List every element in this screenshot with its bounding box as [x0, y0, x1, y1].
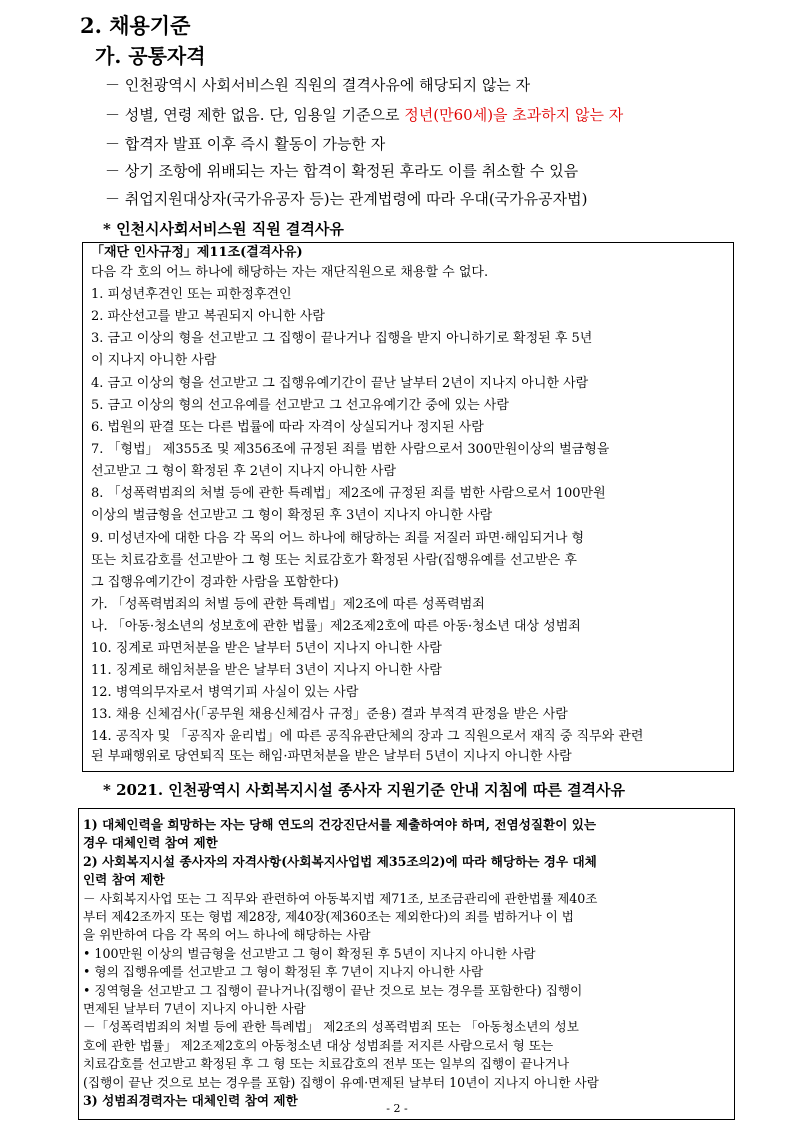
note-title-guideline: * 2021. 인천광역시 사회복지시설 종사자 지원기준 안내 지침에 따른 결격사유: [103, 781, 626, 799]
rule-line: 4. 금고 이상의 형을 선고받고 그 집행유예기간이 끝난 날부터 2년이 지나지 아니한 사람: [91, 376, 589, 391]
rule-line: 또는 치료감호를 선고받아 그 형 또는 치료감호가 확정된 사람(집행유예를 선고받은 후: [91, 553, 577, 568]
requirement-item: － 취업지원대상자(국가유공자 등)는 관계법령에 따라 우대(국가유공자법): [105, 190, 588, 208]
guideline-line: 경우 대체인력 참여 제한: [83, 835, 218, 851]
box-heading: 「재단 인사규정」제11조(결격사유): [91, 245, 303, 260]
rule-line: 6. 법원의 판결 또는 다른 법률에 따라 자격이 상실되거나 정지된 사람: [91, 420, 484, 435]
guideline-line: 호에 관한 법률」 제2조제2호의 아동청소년 대상 성범죄를 저지른 사람으로서 형 또는: [83, 1037, 554, 1053]
guideline-line: • 100만원 이상의 벌금형을 선고받고 그 형이 확정된 후 5년이 지나지 아니한 사람: [83, 945, 536, 961]
requirement-item: － 상기 조항에 위배되는 자는 합격이 확정된 후라도 이를 취소할 수 있음: [105, 162, 579, 180]
requirement-item: － 합격자 발표 이후 즉시 활동이 가능한 자: [105, 135, 386, 153]
section-title: 2. 채용기준: [80, 13, 191, 38]
rule-line: 14. 공직자 및 「공직자 윤리법」에 따른 공직유관단체의 장과 그 직원으로서 재직 중 직무와 관련: [91, 729, 644, 744]
rule-line: 12. 병역의무자로서 병역기피 사실이 있는 사람: [91, 685, 359, 700]
rule-line: 2. 파산선고를 받고 복권되지 아니한 사람: [91, 309, 325, 324]
subsection-title: 가. 공통자격: [95, 44, 206, 68]
guideline-line: 을 위반하여 다음 각 목의 어느 하나에 해당하는 사람: [83, 927, 371, 943]
personnel-rules-box: [82, 242, 734, 772]
guideline-line: － 사회복지사업 또는 그 직무와 관련하여 아동복지법 제71조, 보조금관리에 관한법률 제40조: [83, 890, 598, 906]
rule-line: 이상의 벌금형을 선고받고 그 형이 확정된 후 3년이 지나지 아니한 사람: [91, 508, 493, 523]
rule-line: 이 지나지 아니한 사람: [91, 353, 217, 368]
guideline-line: 치료감호를 선고받고 확정된 후 그 형 또는 치료감호의 전부 또는 일부의 집행이 끝나거나: [83, 1056, 569, 1072]
guideline-line: 2) 사회복지시설 종사자의 자격사항(사회복지사업법 제35조의2)에 따라 해당하는 경우 대체: [83, 853, 597, 869]
rule-line: 13. 채용 신체검사(「공무원 채용신체검사 규정」준용) 결과 부적격 판정을 받은 사람: [91, 707, 568, 722]
rule-line: 나. 「아동·청소년의 성보호에 관한 법률」제2조제2호에 따른 아동·청소년 대상 성범죄: [91, 619, 581, 634]
guideline-line: 부터 제42조까지 또는 형법 제28장, 제40장(제360조는 제외한다)의 죄를 범하거나 이 법: [83, 909, 574, 924]
rule-line: 5. 금고 이상의 형의 선고유예를 선고받고 그 선고유예기간 중에 있는 사람: [91, 398, 509, 413]
guideline-line: 인력 참여 제한: [83, 872, 165, 888]
guideline-disqualification-box: [78, 808, 735, 1120]
requirement-item: [105, 106, 623, 124]
guideline-line: • 징역형을 선고받고 그 집행이 끝나거나(집행이 끝난 것으로 보는 경우를 포함한다) 집행이: [83, 982, 583, 998]
rule-line: 가. 「성폭력범죄의 처벌 등에 관한 특례법」제2조에 따른 성폭력범죄: [91, 597, 485, 612]
page-number: - 2 -: [386, 1102, 408, 1115]
rule-line: 8. 「성폭력범죄의 처벌 등에 관한 특례법」제2조에 규정된 죄를 범한 사람으로서 100만원: [91, 486, 606, 501]
rule-line: 그 집행유예기간이 경과한 사람을 포함한다): [91, 575, 339, 590]
guideline-line: (집행이 끝난 것으로 보는 경우를 포함) 집행이 유예·면제된 날부터 10년이 지나지 아니한 사람: [83, 1074, 599, 1090]
guideline-line: －「성폭력범죄의 처벌 등에 관한 특례법」 제2조의 성폭력범죄 또는 「아동청소년의 성보: [83, 1019, 579, 1035]
rule-line: 10. 징계로 파면처분을 받은 날부터 5년이 지나지 아니한 사람: [91, 641, 442, 656]
rule-line: 다음 각 호의 어느 하나에 해당하는 자는 재단직원으로 채용할 수 없다.: [91, 265, 489, 280]
rule-line: 3. 금고 이상의 형을 선고받고 그 집행이 끝나거나 집행을 받지 아니하기로 확정된 후 5년: [91, 331, 593, 346]
guideline-line: 면제된 날부터 7년이 지나지 아니한 사람: [83, 1001, 306, 1016]
rule-line: 11. 징계로 해임처분을 받은 날부터 3년이 지나지 아니한 사람: [91, 663, 442, 678]
rule-line: 선고받고 그 형이 확정된 후 2년이 지나지 아니한 사람: [91, 464, 397, 479]
requirement-text: － 성별, 연령 제한 없음. 단, 임용일 기준으로: [105, 106, 405, 124]
requirement-highlight: 정년(만60세)을 초과하지 않는 자: [404, 106, 624, 124]
guideline-line: • 형의 집행유예를 선고받고 그 형이 확정된 후 7년이 지나지 아니한 사람: [83, 964, 484, 980]
rule-line: 된 부패행위로 당연퇴직 또는 해임·파면처분을 받은 날부터 5년이 지나지 아니한 사람: [91, 749, 572, 764]
rule-line: 7. 「형법」 제355조 및 제356조에 규정된 죄를 범한 사람으로서 300만원이상의 벌금형을: [91, 442, 610, 457]
requirement-item: － 인천광역시 사회서비스원 직원의 결격사유에 해당되지 않는 자: [105, 76, 531, 94]
note-title-disqualification: * 인천시사회서비스원 직원 결격사유: [103, 220, 344, 238]
guideline-line: 1) 대체인력을 희망하는 자는 당해 연도의 건강진단서를 제출하여야 하며, 전염성질환이 있는: [83, 817, 597, 832]
rule-line: 9. 미성년자에 대한 다음 각 목의 어느 하나에 해당하는 죄를 저질러 파면·해임되거나 형: [91, 531, 585, 546]
guideline-line: 3) 성범죄경력자는 대체인력 참여 제한: [83, 1093, 298, 1108]
rule-line: 1. 피성년후견인 또는 피한정후견인: [91, 287, 292, 302]
